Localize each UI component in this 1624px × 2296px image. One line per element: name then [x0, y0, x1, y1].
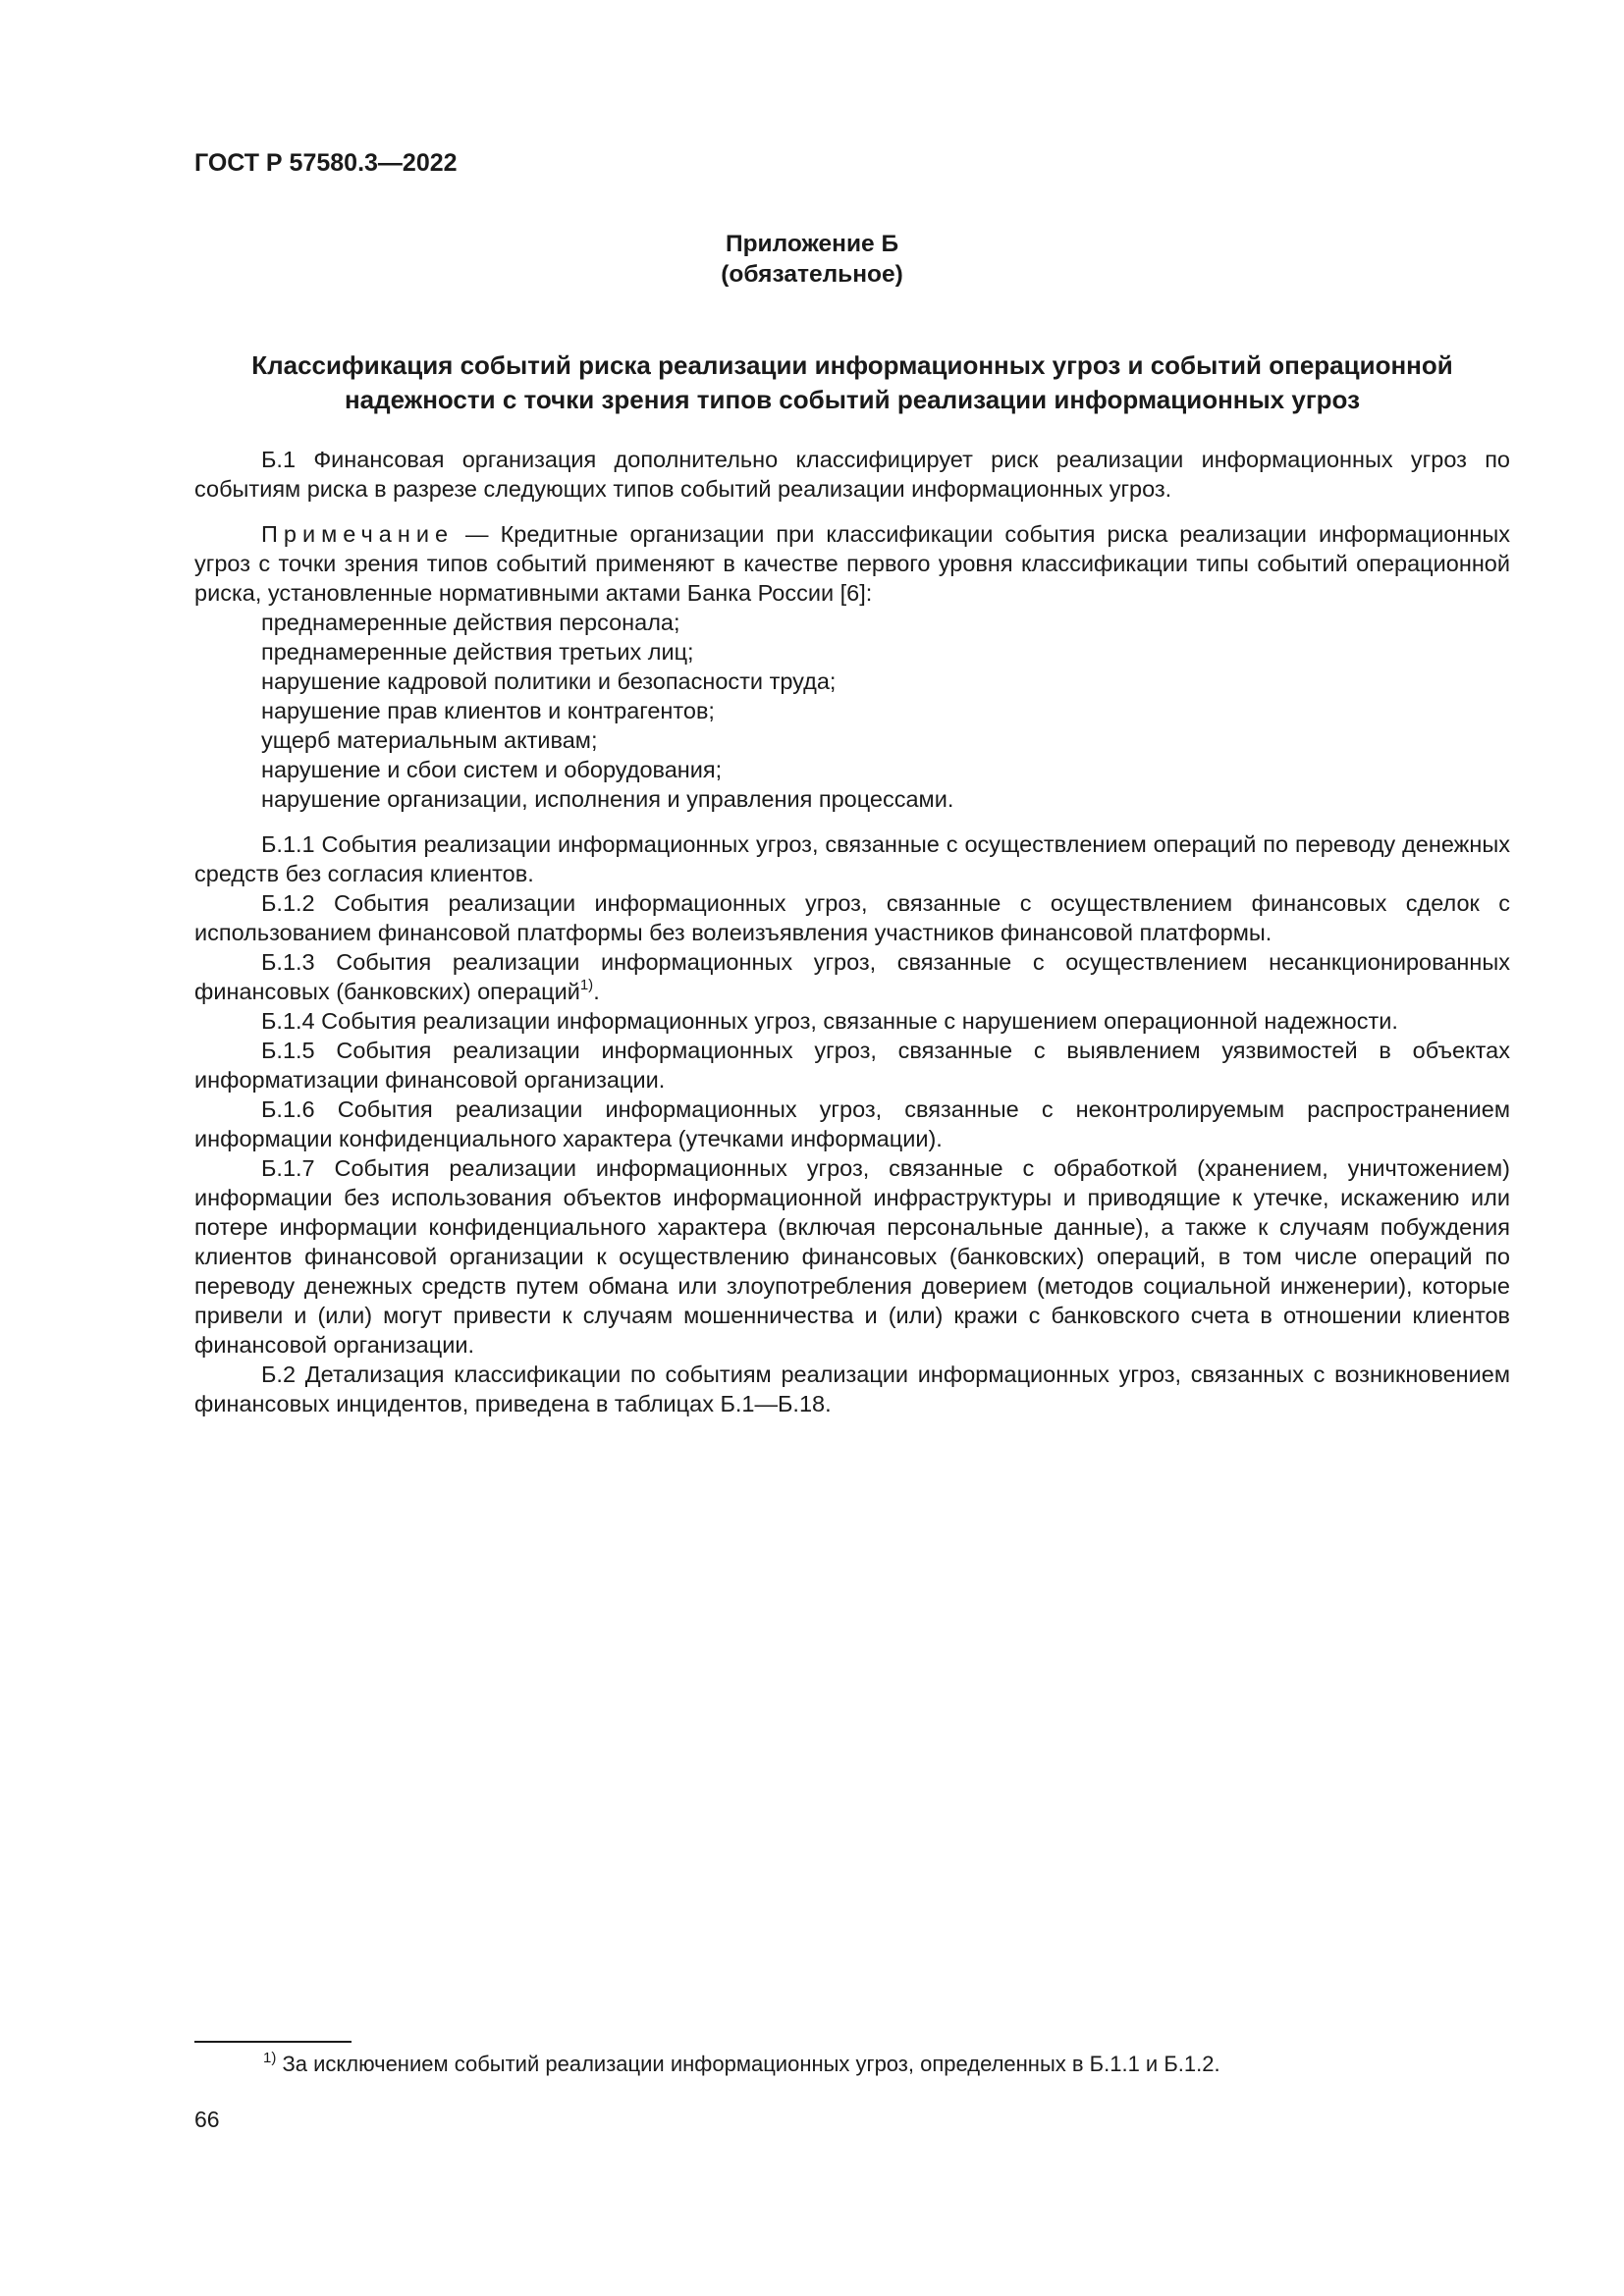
footnote — [194, 2050, 1510, 2079]
clause-b1-3-text: Б.1.3 События реализации информационных угроз, связанные с осуществлением несанкционированных финансовых (банковских) операций — [194, 949, 1510, 1004]
list-item: нарушение и сбои систем и оборудования; — [261, 757, 723, 782]
annex-title-line-2: надежности с точки зрения типов событий реализации информационных угроз — [344, 385, 1361, 414]
footnote-reference: 1) — [579, 977, 594, 994]
clause-b1-6: Б.1.6 События реализации информационных угроз, связанные с неконтролируемым распространением информации конфиденциального характера (утечками информации). — [194, 1096, 1510, 1151]
annex-label: Приложение Б — [725, 231, 899, 257]
document-body — [194, 445, 1510, 1418]
clause-b1-3-end: . — [593, 979, 600, 1004]
list-item: преднамеренные действия третьих лиц; — [261, 639, 694, 665]
clause-b1-2: Б.1.2 События реализации информационных угроз, связанные с осуществлением финансовых сделок с использованием финансовой платформы без волеизъявления участников финансовой платформы. — [194, 890, 1510, 945]
annex-type: (обязательное) — [721, 261, 903, 288]
footnote-mark: 1) — [263, 2049, 277, 2066]
list-item: ущерб материальным активам; — [261, 727, 598, 753]
clause-b1-3 — [194, 947, 1510, 1006]
list-item: нарушение кадровой политики и безопасности труда; — [261, 668, 837, 694]
list-item: нарушение организации, исполнения и управления процессами. — [261, 786, 954, 812]
clause-b1-5: Б.1.5 События реализации информационных угроз, связанные с выявлением уязвимостей в объектах информатизации финансовой организации. — [194, 1038, 1510, 1093]
footnote-text: За исключением событий реализации информационных угроз, определенных в Б.1.1 и Б.1.2. — [276, 2052, 1220, 2076]
note-text: — Кредитные организации при классификации события риска реализации информационных угроз с точки зрения типов событий применяют в качестве первого уровня классификации типы событий операционной риска, установленные нормативными актами Банка России [6]: — [194, 521, 1510, 606]
standard-header: ГОСТ Р 57580.3—2022 — [194, 149, 458, 177]
clause-b1-7: Б.1.7 События реализации информационных угроз, связанные с обработкой (хранением, уничтожением) информации без использования объектов информационной инфраструктуры и приводящие к утечке, искажению или потере информации конфиденциального характера (включая персональные данные), а также к случаям побуждения клиентов финансовой организации к осуществлению финансовых (банковских) операций, в том числе операций по переводу денежных средств путем обмана или злоупотребления доверием (методов социальной инженерии), которые привели и (или) могут привести к случаям мошенничества и (или) кражи с банковского счета в отношении клиентов финансовой организации. — [194, 1155, 1510, 1358]
clause-b1-1: Б.1.1 События реализации информационных угроз, связанные с осуществлением операций по переводу денежных средств без согласия клиентов. — [194, 831, 1510, 886]
clause-b1-4: Б.1.4 События реализации информационных угроз, связанные с нарушением операционной надежности. — [261, 1008, 1398, 1034]
annex-heading — [0, 229, 1624, 290]
annex-title — [194, 348, 1510, 417]
page-number: 66 — [194, 2107, 220, 2132]
clause-b1: Б.1 Финансовая организация дополнительно классифицирует риск реализации информационных угроз по событиям риска в разрезе следующих типов событий реализации информационных угроз. — [194, 447, 1510, 502]
annex-title-line-1: Классификация событий риска реализации информационных угроз и событий операционной — [251, 350, 1453, 380]
list-item: нарушение прав клиентов и контрагентов; — [261, 698, 715, 723]
note-paragraph — [194, 519, 1510, 608]
note-label: Примечание — [261, 521, 455, 547]
clause-b2: Б.2 Детализация классификации по событиям реализации информационных угроз, связанных с возникновением финансовых инцидентов, приведена в таблицах Б.1—Б.18. — [194, 1362, 1510, 1416]
list-item: преднамеренные действия персонала; — [261, 610, 680, 635]
footnote-divider — [194, 2041, 352, 2043]
